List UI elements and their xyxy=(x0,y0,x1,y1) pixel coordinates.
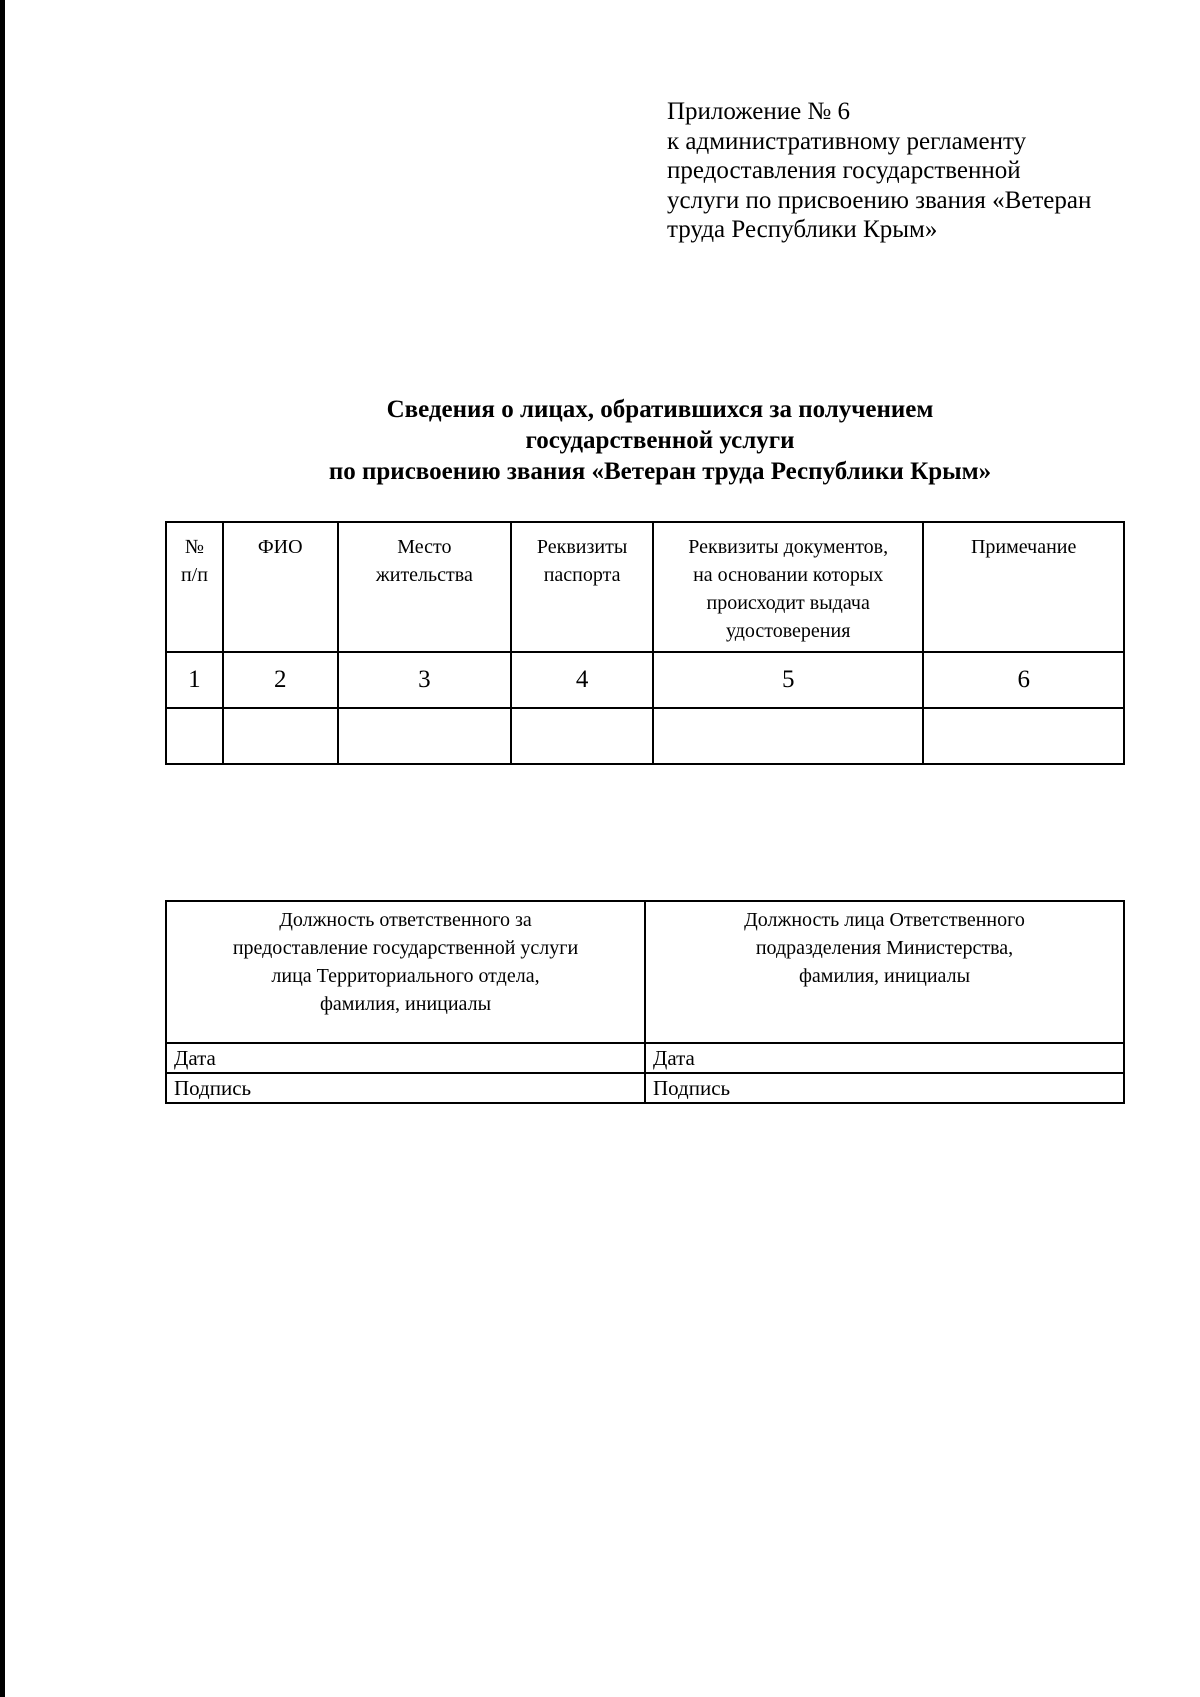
column-number: 2 xyxy=(223,652,338,708)
signature-label-right: Подпись xyxy=(645,1073,1124,1103)
table-cell xyxy=(511,708,653,764)
ministry-officer-position xyxy=(645,901,1124,1043)
position-text: лица Территориального отдела, xyxy=(271,965,540,987)
table-number-row xyxy=(166,652,1124,708)
header-text: паспорта xyxy=(543,564,621,586)
header-text: ФИО xyxy=(257,536,303,558)
position-text: предоставление государственной услуги xyxy=(232,937,579,959)
table-row-empty xyxy=(166,708,1124,764)
header-text: удостоверения xyxy=(725,620,851,642)
position-text: Должность лица Ответственного xyxy=(744,909,1025,931)
header-text: № xyxy=(184,536,204,558)
header-cell-residence xyxy=(338,522,512,652)
header-text: происходит выдача xyxy=(706,592,870,614)
document-title xyxy=(165,394,1155,487)
position-text: фамилия, инициалы xyxy=(319,993,492,1015)
header-text: Место xyxy=(397,536,452,558)
date-label-right: Дата xyxy=(645,1043,1124,1073)
appendix-line: Приложение № 6 xyxy=(667,98,851,125)
header-text: Примечание xyxy=(970,536,1077,558)
signature-table xyxy=(165,900,1125,1104)
appendix-line: предоставления государственной xyxy=(667,157,1021,184)
territorial-officer-position xyxy=(166,901,645,1043)
table-cell xyxy=(653,708,923,764)
column-number: 4 xyxy=(511,652,653,708)
position-text: Должность ответственного за xyxy=(279,909,532,931)
appendix-line: к административному регламенту xyxy=(667,127,1027,155)
header-text: на основании которых xyxy=(693,564,884,586)
column-number: 1 xyxy=(166,652,223,708)
position-row xyxy=(166,901,1124,1043)
header-text: жительства xyxy=(375,564,473,586)
position-text: фамилия, инициалы xyxy=(798,965,971,987)
signature-row xyxy=(166,1073,1124,1103)
table-cell xyxy=(923,708,1124,764)
signature-label-left: Подпись xyxy=(166,1073,645,1103)
date-row xyxy=(166,1043,1124,1073)
column-number: 6 xyxy=(923,652,1124,708)
appendix-note xyxy=(667,97,1187,245)
title-line: по присвоению звания «Ветеран труда Республики Крым» xyxy=(328,458,992,485)
header-cell-number xyxy=(166,522,223,652)
table-cell xyxy=(223,708,338,764)
header-text: Реквизиты документов, xyxy=(688,536,889,558)
position-text: подразделения Министерства, xyxy=(755,937,1014,959)
title-line: Сведения о лицах, обратившихся за получением xyxy=(386,396,934,423)
date-label-left: Дата xyxy=(166,1043,645,1073)
page-left-edge xyxy=(0,0,5,1697)
header-cell-fio xyxy=(223,522,338,652)
title-line: государственной услуги xyxy=(525,427,795,454)
table-cell xyxy=(166,708,223,764)
table-header-row xyxy=(166,522,1124,652)
appendix-line: труда Республики Крым» xyxy=(667,216,938,243)
column-number: 3 xyxy=(338,652,512,708)
header-text: п/п xyxy=(180,564,208,586)
appendix-line: услуги по присвоению звания «Ветеран xyxy=(667,186,1092,214)
applicants-table xyxy=(165,521,1125,765)
header-cell-passport xyxy=(511,522,653,652)
header-text: Реквизиты xyxy=(536,536,628,558)
header-cell-note xyxy=(923,522,1124,652)
table-cell xyxy=(338,708,512,764)
header-cell-documents xyxy=(653,522,923,652)
column-number: 5 xyxy=(653,652,923,708)
